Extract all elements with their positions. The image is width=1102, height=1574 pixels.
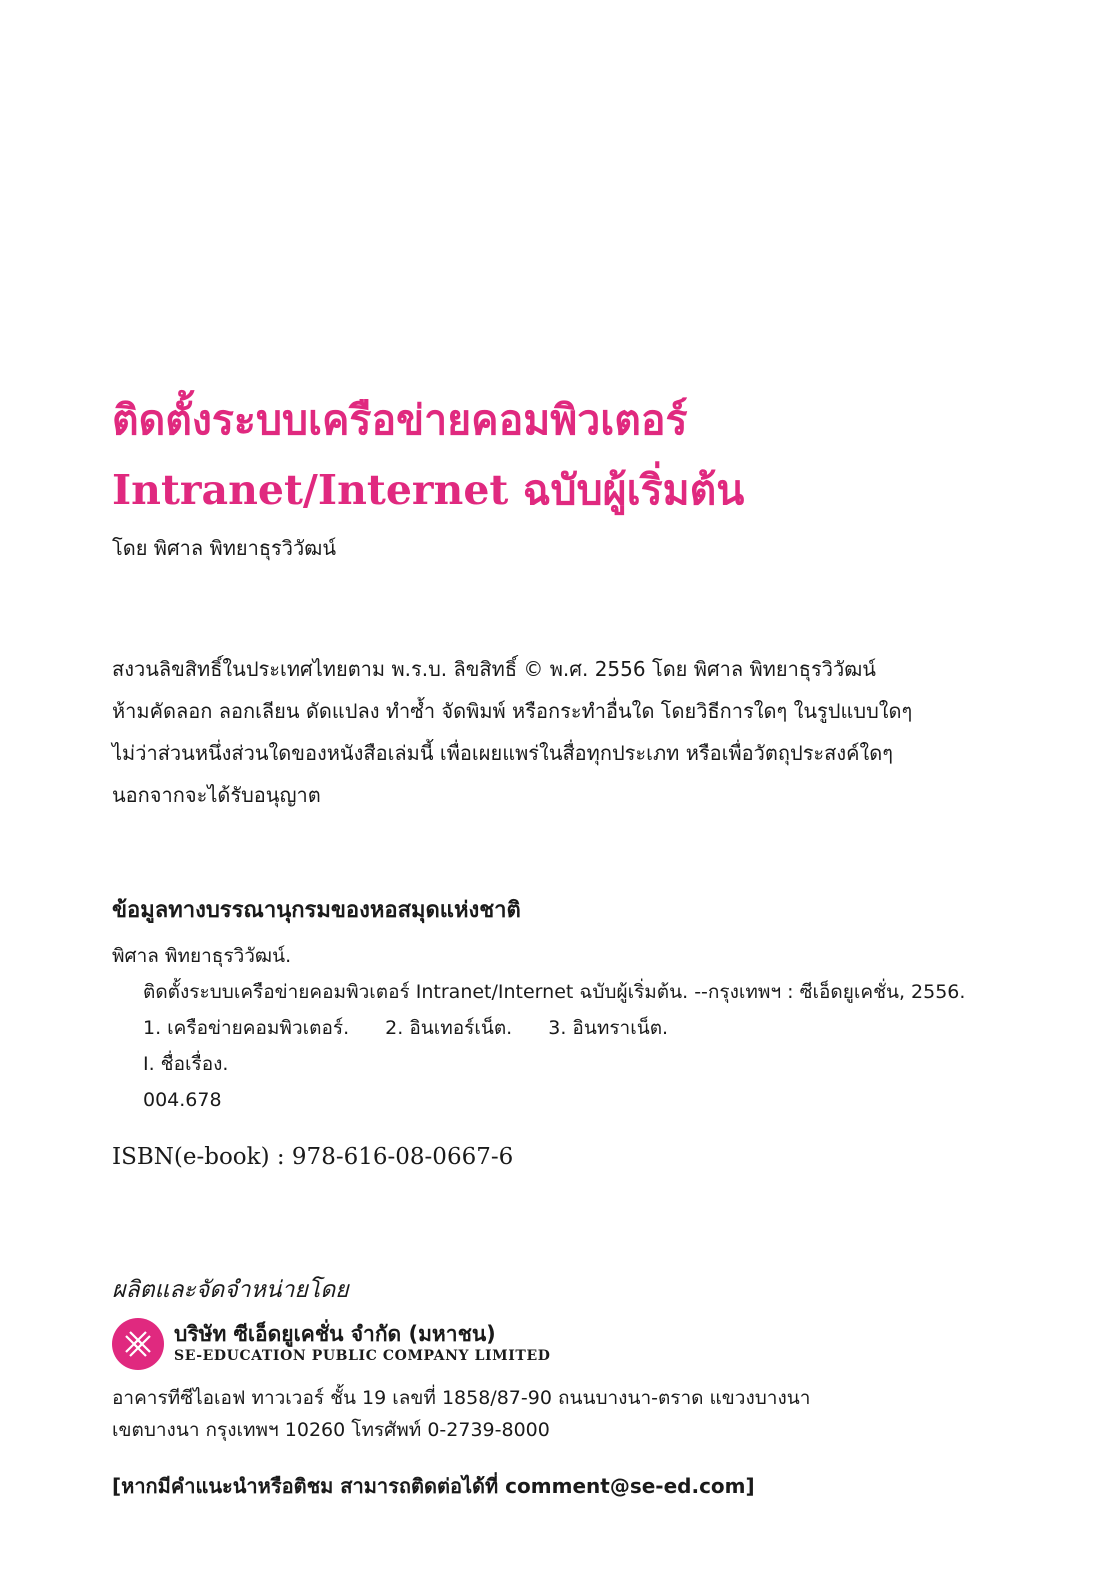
produced-by-label: ผลิตและจัดจำหน่ายโดย [112,1277,349,1303]
isbn-line: ISBN(e-book) : 978-616-08-0667-6 [112,1144,514,1170]
catalog-subject: 1. เครือข่ายคอมพิวเตอร์. [143,1017,350,1039]
copyright-line: ไม่ว่าส่วนหนึ่งส่วนใดของหนังสือเล่มนี้ เพื่อเผยแพร่ในสื่อทุกประเภท หรือเพื่อวัตถุประสงค์ใดๆ [112,741,894,765]
book-title-line-2: Intranet/Internet ฉบับผู้เริ่มต้น [112,466,745,514]
copyright-line: นอกจากจะได้รับอนุญาต [112,783,321,807]
copyright-notice [112,648,1012,816]
catalog-heading: ข้อมูลทางบรรณานุกรมของหอสมุดแห่งชาติ [112,898,521,923]
publisher-name-thai: บริษัท ซีเอ็ดยูเคชั่น จำกัด (มหาชน) [174,1322,496,1346]
publisher-logo-icon [112,1318,164,1370]
book-title-line-1: ติดตั้งระบบเครือข่ายคอมพิวเตอร์ [112,396,688,444]
catalog-subject: 2. อินเทอร์เน็ต. [385,1017,513,1039]
catalog-title-heading: I. ชื่อเรื่อง. [143,1053,229,1075]
copyright-line: สงวนลิขสิทธิ์ในประเทศไทยตาม พ.ร.บ. ลิขสิทธิ์ © พ.ศ. 2556 โดย พิศาล พิทยาธุรวิวัฒน์ [112,657,876,681]
catalog-entry [112,938,1032,1118]
address-line: เขตบางนา กรุงเทพฯ 10260 โทรศัพท์ 0-2739-8000 [112,1419,550,1441]
publisher-name-english: SE-EDUCATION PUBLIC COMPANY LIMITED [174,1348,551,1364]
catalog-title: ติดตั้งระบบเครือข่ายคอมพิวเตอร์ Intranet/Internet ฉบับผู้เริ่มต้น. --กรุงเทพฯ : ซีเอ็ดยูเคชั่น, 2556. [143,981,966,1003]
catalog-author: พิศาล พิทยาธุรวิวัฒน์. [112,945,292,967]
catalog-classification: 004.678 [143,1089,222,1111]
contact-line: [หากมีคำแนะนำหรือติชม สามารถติดต่อได้ที่ comment@se-ed.com] [112,1474,755,1498]
catalog-subjects [112,1010,1032,1046]
copyright-line: ห้ามคัดลอก ลอกเลียน ดัดแปลง ทำซ้ำ จัดพิมพ์ หรือกระทำอื่นใด โดยวิธีการใดๆ ในรูปแบบใดๆ [112,699,913,723]
author-line: โดย พิศาล พิทยาธุรวิวัฒน์ [112,536,336,560]
publisher-block [112,1316,812,1376]
address-line: อาคารทีซีไอเอฟ ทาวเวอร์ ชั้น 19 เลขที่ 1858/87-90 ถนนบางนา-ตราด แขวงบางนา [112,1387,811,1409]
publisher-address [112,1382,810,1446]
catalog-subject: 3. อินทราเน็ต. [548,1017,669,1039]
